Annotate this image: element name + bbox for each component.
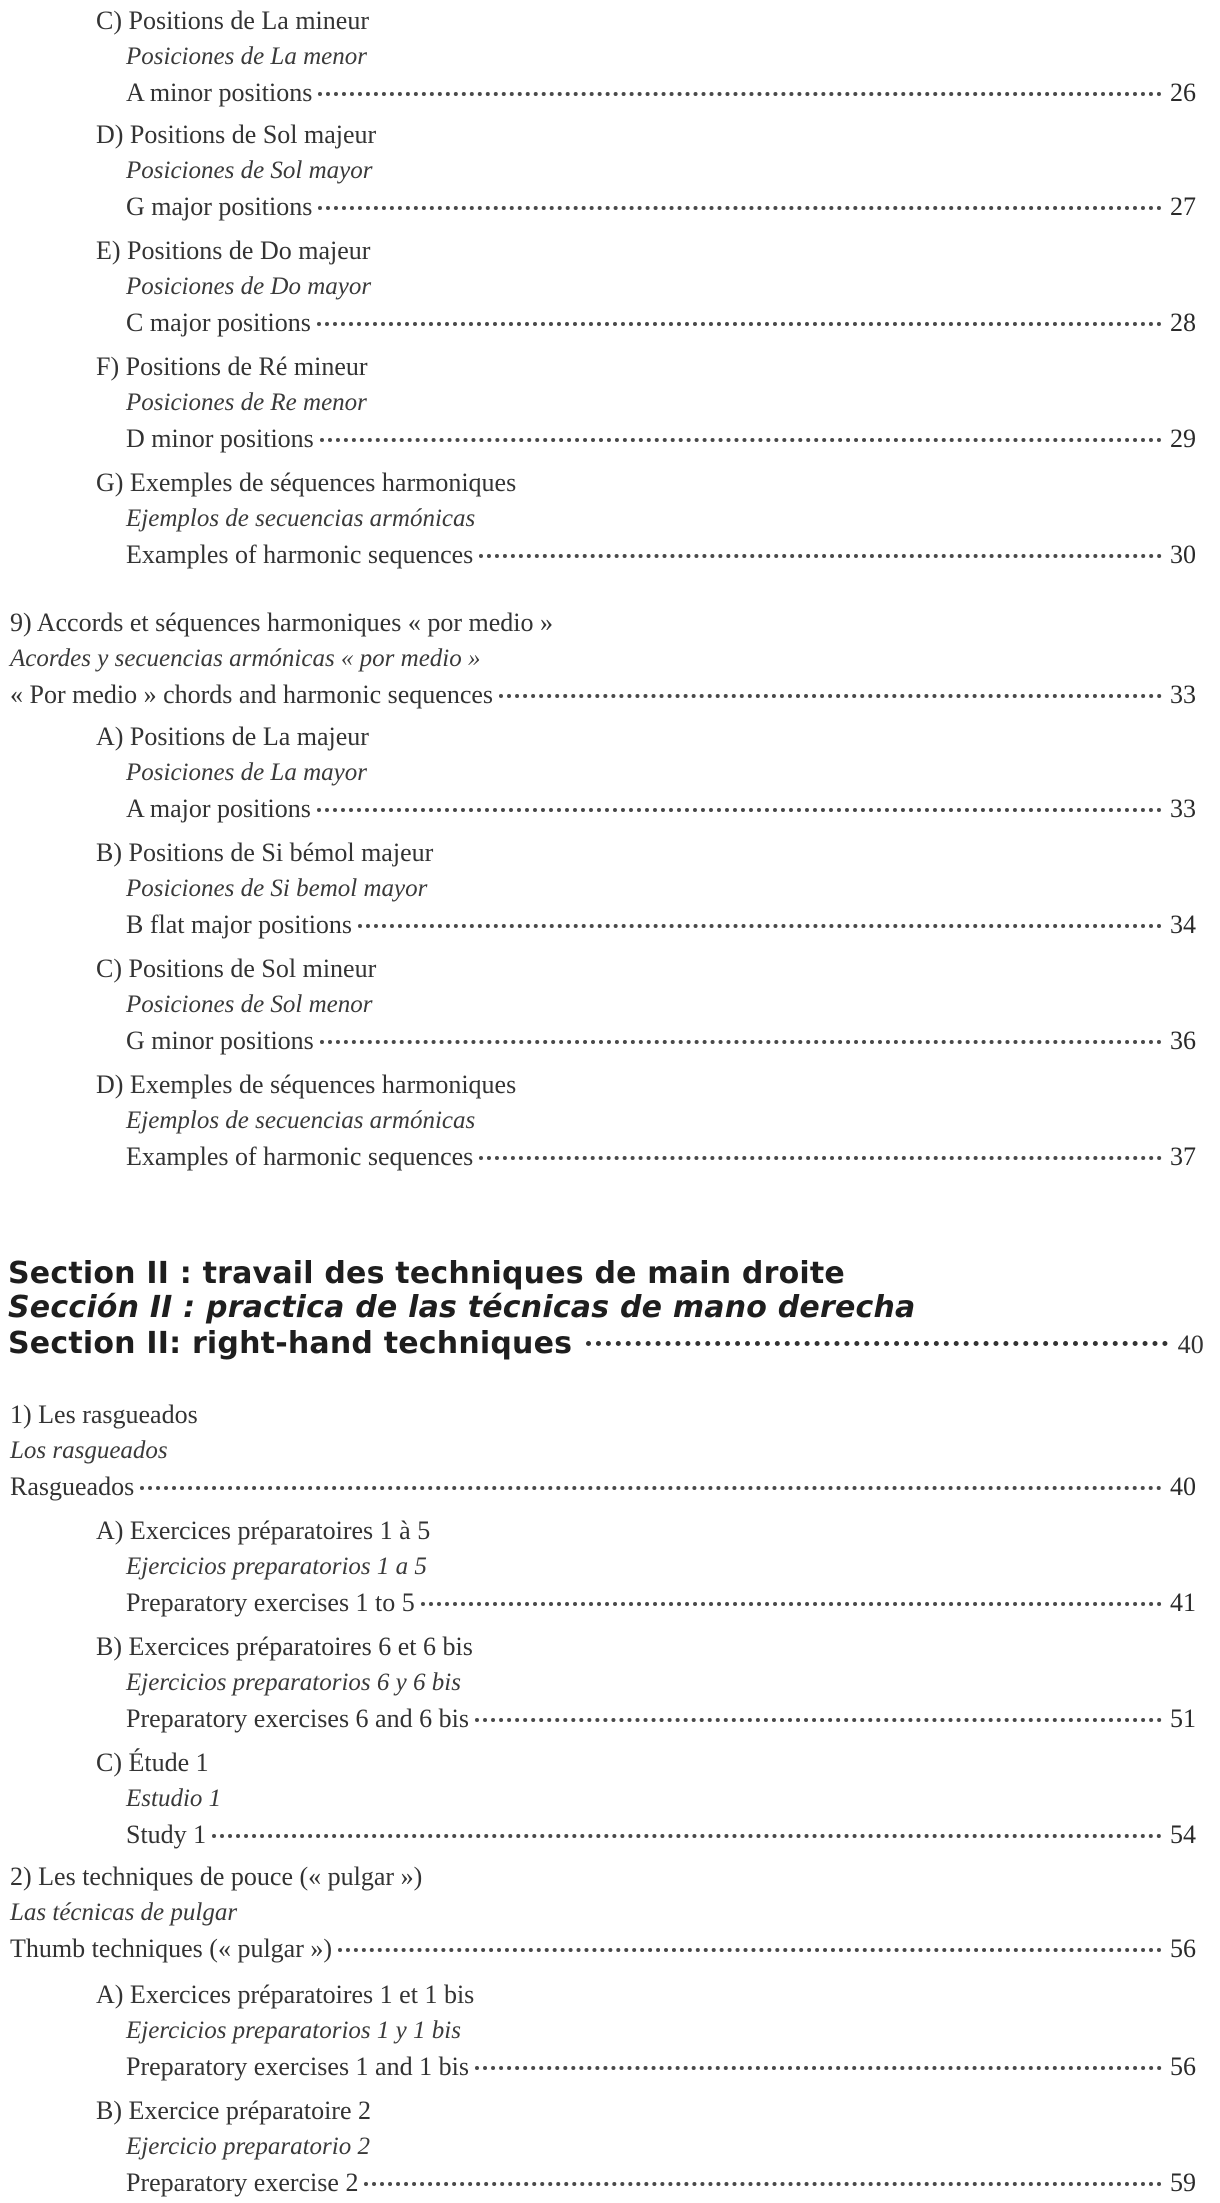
entry-title-en-row — [10, 678, 1196, 712]
entry-title-fr: B) Positions de Si bémol majeur — [96, 838, 434, 867]
page-number: 34 — [1170, 910, 1196, 939]
page-number: 40 — [1170, 1472, 1196, 1501]
page-number: 30 — [1170, 540, 1196, 569]
entry-title-es: Posiciones de Si bemol mayor — [126, 875, 428, 902]
entry-title-en-row — [126, 538, 1196, 572]
entry-title-es: Posiciones de Sol mayor — [126, 157, 373, 184]
dot-leader — [338, 1948, 1162, 1952]
entry-title-fr: C) Positions de La mineur — [96, 6, 369, 35]
entry-title-fr: D) Exemples de séquences harmoniques — [96, 1070, 517, 1099]
page-number: 56 — [1170, 1934, 1196, 1963]
entry-title-en-row — [126, 908, 1196, 942]
entry-title-es: Posiciones de Do mayor — [126, 273, 372, 300]
entry-title-en-row — [126, 190, 1196, 224]
entry-title-en-row — [126, 1586, 1196, 1620]
entry-title-en: G minor positions — [126, 1026, 314, 1055]
entry-title-en-row — [126, 76, 1196, 110]
dot-leader — [320, 438, 1162, 442]
entry-title-en: G major positions — [126, 192, 313, 221]
entry-title-en: Study 1 — [126, 1820, 207, 1849]
entry-title-en-row — [126, 2166, 1196, 2200]
dot-leader — [421, 1602, 1162, 1606]
dot-leader — [479, 1156, 1162, 1160]
dot-leader — [358, 924, 1162, 928]
entry-title-en: « Por medio » chords and harmonic sequences — [10, 680, 494, 709]
page-number: 27 — [1170, 192, 1196, 221]
entry-title-en: C major positions — [126, 308, 311, 337]
entry-title-es: Posiciones de La menor — [126, 43, 367, 70]
dot-leader — [317, 322, 1162, 326]
page-number: 59 — [1170, 2168, 1196, 2197]
dot-leader — [499, 694, 1162, 698]
entry-title-en-row — [126, 1702, 1196, 1736]
entry-title-es: Ejercicios preparatorios 6 y 6 bis — [126, 1669, 461, 1696]
entry-title-fr: 9) Accords et séquences harmoniques « por medio » — [10, 608, 553, 637]
page-number: 26 — [1170, 78, 1196, 107]
dot-leader — [364, 2182, 1162, 2186]
entry-title-en: Preparatory exercises 1 to 5 — [126, 1588, 415, 1617]
entry-title-en: A minor positions — [126, 78, 313, 107]
entry-title-fr: D) Positions de Sol majeur — [96, 120, 377, 149]
entry-title-en-row — [126, 1140, 1196, 1174]
entry-title-en: Preparatory exercise 2 — [126, 2168, 359, 2197]
dot-leader — [475, 1718, 1162, 1722]
entry-title-en: A major positions — [126, 794, 311, 823]
entry-title-fr: E) Positions de Do majeur — [96, 236, 371, 265]
entry-title-es: Posiciones de Sol menor — [126, 991, 373, 1018]
section-title-es: Sección II : practica de las técnicas de mano derecha — [8, 1290, 916, 1325]
entry-title-en: B flat major positions — [126, 910, 353, 939]
entry-title-es: Ejercicio preparatorio 2 — [126, 2133, 370, 2160]
page-number: 56 — [1170, 2052, 1196, 2081]
dot-leader — [317, 808, 1162, 812]
entry-title-es: Ejercicios preparatorios 1 y 1 bis — [126, 2017, 461, 2044]
entry-title-fr: B) Exercice préparatoire 2 — [96, 2096, 372, 2125]
entry-title-fr: 2) Les techniques de pouce (« pulgar ») — [10, 1862, 423, 1891]
dot-leader — [318, 92, 1162, 96]
dot-leader — [586, 1341, 1167, 1346]
entry-title-es: Posiciones de Re menor — [126, 389, 367, 416]
entry-title-es: Ejemplos de secuencias armónicas — [126, 1107, 476, 1134]
page-number: 33 — [1170, 794, 1196, 823]
entry-title-fr: F) Positions de Ré mineur — [96, 352, 368, 381]
entry-title-es: Estudio 1 — [126, 1785, 222, 1812]
section-title-en-row — [8, 1326, 1204, 1363]
entry-title-en: Rasgueados — [10, 1472, 135, 1501]
dot-leader — [318, 206, 1162, 210]
entry-title-es: Ejemplos de secuencias armónicas — [126, 505, 476, 532]
page-number: 51 — [1170, 1704, 1196, 1733]
entry-title-fr: A) Exercices préparatoires 1 à 5 — [96, 1516, 431, 1545]
entry-title-en-row — [126, 792, 1196, 826]
entry-title-en: Examples of harmonic sequences — [126, 540, 474, 569]
entry-title-en-row — [126, 1024, 1196, 1058]
entry-title-en: Preparatory exercises 1 and 1 bis — [126, 2052, 469, 2081]
entry-title-en-row — [10, 1470, 1196, 1504]
entry-title-en: Thumb techniques (« pulgar ») — [10, 1934, 333, 1963]
entry-title-es: Las técnicas de pulgar — [10, 1899, 238, 1926]
page-number: 28 — [1170, 308, 1196, 337]
entry-title-en-row — [126, 2050, 1196, 2084]
dot-leader — [212, 1834, 1162, 1838]
entry-title-fr: A) Positions de La majeur — [96, 722, 369, 751]
entry-title-fr: A) Exercices préparatoires 1 et 1 bis — [96, 1980, 475, 2009]
entry-title-es: Los rasgueados — [10, 1437, 168, 1464]
entry-title-en-row — [126, 422, 1196, 456]
page-number: 36 — [1170, 1026, 1196, 1055]
page-number: 54 — [1170, 1820, 1196, 1849]
entry-title-en-row — [126, 1818, 1196, 1852]
page-number: 41 — [1170, 1588, 1196, 1617]
section-title-fr: Section II : travail des techniques de main droite — [8, 1256, 845, 1291]
dot-leader — [475, 2066, 1162, 2070]
entry-title-en: Examples of harmonic sequences — [126, 1142, 474, 1171]
entry-title-fr: C) Positions de Sol mineur — [96, 954, 377, 983]
entry-title-fr: B) Exercices préparatoires 6 et 6 bis — [96, 1632, 473, 1661]
entry-title-en: Preparatory exercises 6 and 6 bis — [126, 1704, 469, 1733]
entry-title-fr: C) Étude 1 — [96, 1748, 209, 1777]
entry-title-es: Posiciones de La mayor — [126, 759, 367, 786]
entry-title-es: Acordes y secuencias armónicas « por medio » — [10, 645, 481, 672]
entry-title-en: D minor positions — [126, 424, 314, 453]
entry-title-fr: G) Exemples de séquences harmoniques — [96, 468, 517, 497]
dot-leader — [140, 1486, 1162, 1490]
page-number: 37 — [1170, 1142, 1196, 1171]
entry-title-es: Ejercicios preparatorios 1 a 5 — [126, 1553, 427, 1580]
dot-leader — [479, 554, 1162, 558]
dot-leader — [320, 1040, 1162, 1044]
section-title-en: Section II: right-hand techniques — [8, 1326, 573, 1361]
page-number: 40 — [1177, 1330, 1204, 1359]
entry-title-fr: 1) Les rasgueados — [10, 1400, 198, 1429]
entry-title-en-row — [10, 1932, 1196, 1966]
page-number: 33 — [1170, 680, 1196, 709]
entry-title-en-row — [126, 306, 1196, 340]
page-number: 29 — [1170, 424, 1196, 453]
